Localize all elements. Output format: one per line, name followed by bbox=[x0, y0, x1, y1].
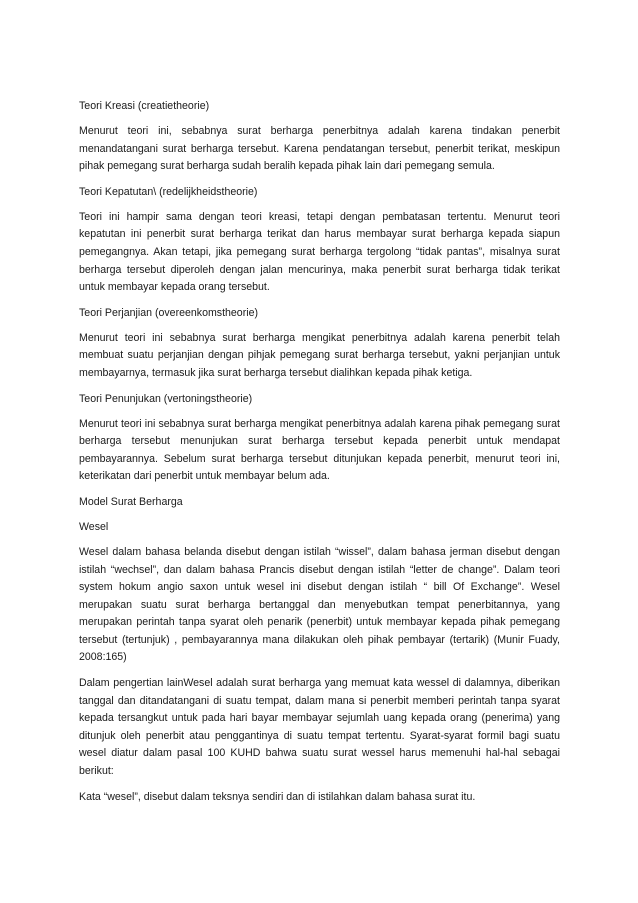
paragraph-wesel-definisi: Wesel dalam bahasa belanda disebut dengan istilah “wissel”, dalam bahasa jerman disebut dengan istilah “wechsel”, dan dalam bahasa Prancis disebut dengan istilah “letter de change”. Dalam teori system hokum angio saxon untuk wesel ini disebut dengan istilah “ bill Of Exchange”. Wesel merupakan suatu surat berharga bertanggal dan menyebutkan tempat penerbitannya, yang merupakan perintah tanpa syarat oleh penarik (penerbit) untuk membayar kepada pihak pemegang tersebut (tertunjuk) , pembayarannya mana dilakukan oleh pihak pembayar (tertarik) (Munir Fuady, 2008:165) bbox=[79, 545, 560, 664]
section-heading-teori-perjanjian: Teori Perjanjian (overeenkomstheorie) bbox=[79, 306, 259, 319]
document-page bbox=[79, 98, 560, 814]
paragraph-syarat-kata-wesel: Kata “wesel”, disebut dalam teksnya sendiri dan di istilahkan dalam bahasa surat itu. bbox=[79, 790, 476, 803]
section-heading-teori-kreasi: Teori Kreasi (creatietheorie) bbox=[79, 100, 210, 112]
paragraph-teori-kreasi: Menurut teori ini, sebabnya surat berharga penerbitnya adalah karena tindakan penerbit menandatangani surat berharga tersebut. Karena pendatangan tersebut, penerbit terikat, meskipun pihak pemegang surat berharga sudah beralih kepada pihak lain dari pemegang semula. bbox=[79, 125, 560, 173]
paragraph-teori-kepatutan: Teori ini hampir sama dengan teori kreasi, tetapi dengan pembatasan tertentu. Menurut teori kepatutan ini penerbit surat berharga terikat dan harus membayar surat berharga kepada siapun pemegangnya. Akan tetapi, jika pemegang surat berharga tergolong “tidak pantas”, misalnya surat berharga tersebut diperoleh dengan jalan mencurinya, maka penerbit surat berharga tidak terikat untuk membayar kepada orang tersebut. bbox=[79, 210, 560, 294]
section-heading-model-surat-berharga: Model Surat Berharga bbox=[79, 495, 183, 508]
section-heading-teori-penunjukan: Teori Penunjukan (vertoningstheorie) bbox=[79, 392, 253, 405]
paragraph-teori-perjanjian: Menurut teori ini sebabnya surat berharga mengikat penerbitnya adalah karena penerbit telah membuat suatu perjanjian dengan pihjak pemegang surat berharga tersebut, yakni perjanjian untuk membayarnya, termasuk jika surat berharga tersebut dialihkan kepada pihak ketiga. bbox=[79, 331, 560, 379]
section-heading-wesel: Wesel bbox=[79, 520, 109, 533]
paragraph-wesel-pengertian-lain: Dalam pengertian lainWesel adalah surat berharga yang memuat kata wessel di dalamnya, diberikan tanggal dan ditandatangani di suatu tempat, dalam mana si penerbit memberi perintah tanpa syarat kepada tersangkut untuk pada hari bayar membayar sejumlah uang kepada orang (penerima) yang ditunjuk oleh penerbit atau penggantinya di suatu tempat tertentu. Syarat-syarat formil bagi suatu wesel diatur dalam pasal 100 KUHD bahwa suatu surat wessel harus memenuhi hal-hal sebagai berikut: bbox=[79, 677, 560, 778]
paragraph-teori-penunjukan: Menurut teori ini sebabnya surat berharga mengikat penerbitnya adalah karena pihak pemegang surat berharga tersebut menunjukan surat berharga tersebut kepada penerbit untuk mendapat pembayarannya. Sebelum surat berharga tersebut ditunjukan kepada penerbit, menurut teori ini, keterikatan dari penerbit untuk membayar belum ada. bbox=[79, 417, 560, 483]
section-heading-teori-kepatutan: Teori Kepatutan\ (redelijkheidstheorie) bbox=[79, 185, 258, 198]
